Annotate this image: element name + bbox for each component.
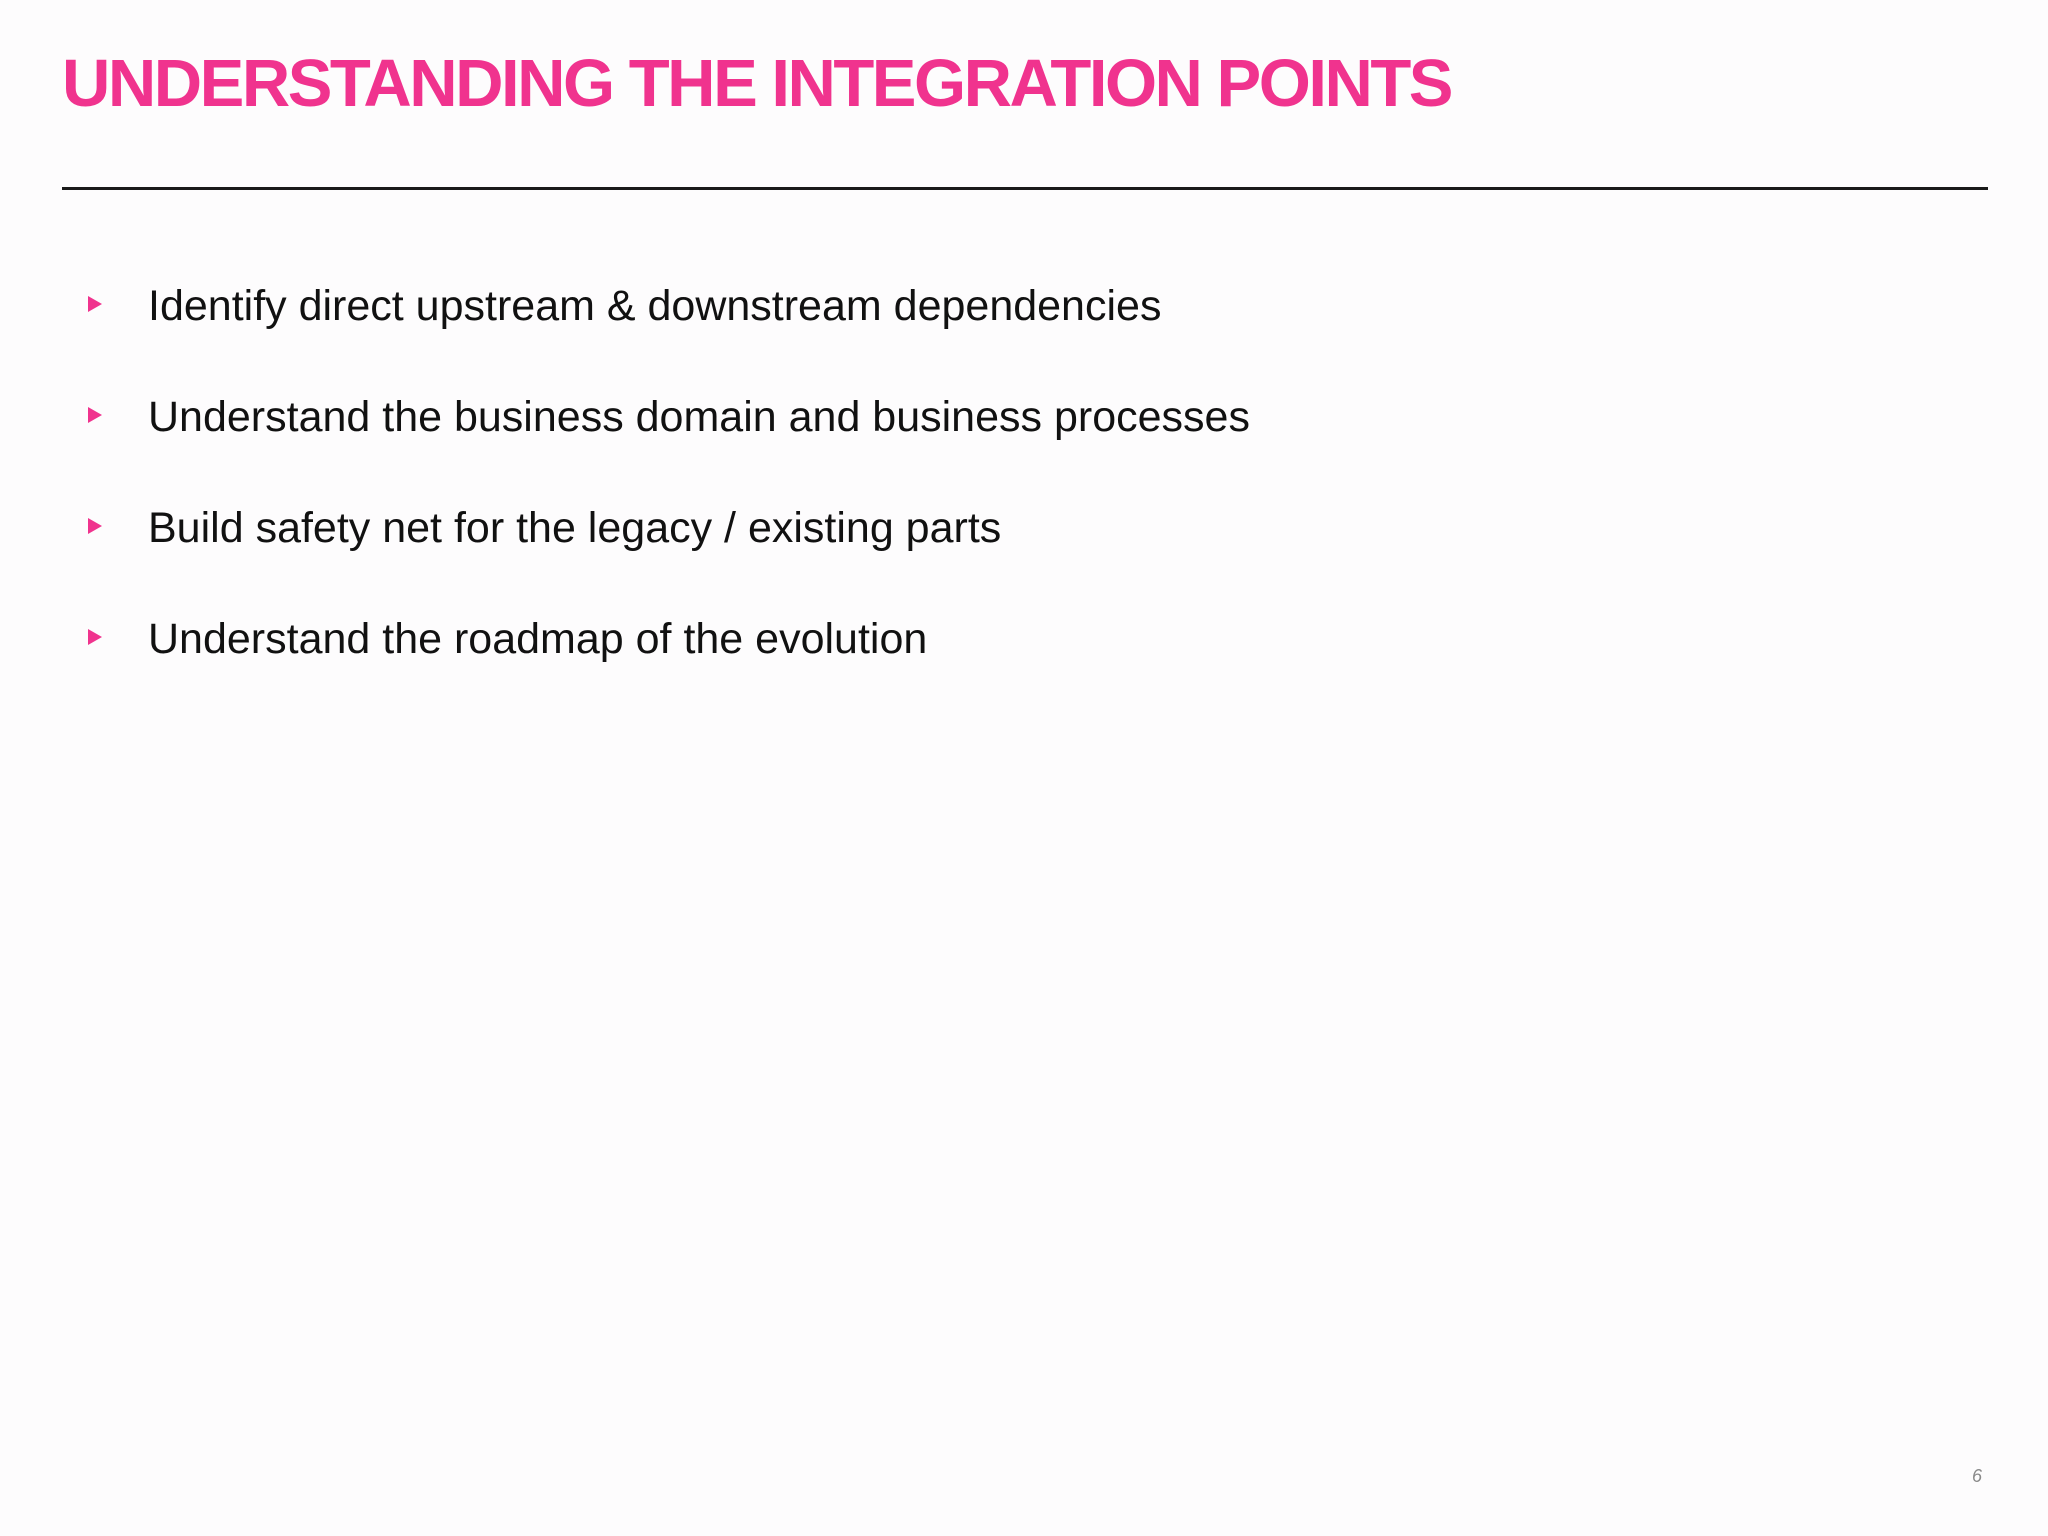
bullet-text: Build safety net for the legacy / existing parts bbox=[148, 504, 1002, 552]
page-number: 6 bbox=[1971, 1466, 1982, 1486]
bullet-text: Identify direct upstream & downstream dependencies bbox=[148, 282, 1162, 330]
bullet-text: Understand the roadmap of the evolution bbox=[148, 615, 928, 663]
triangle-right-icon bbox=[88, 296, 102, 312]
title-divider bbox=[62, 187, 1988, 190]
bullet-text: Understand the business domain and business processes bbox=[148, 393, 1250, 441]
triangle-right-icon bbox=[88, 518, 102, 534]
slide-title: UNDERSTANDING THE INTEGRATION POINTS bbox=[62, 46, 1451, 121]
triangle-right-icon bbox=[88, 407, 102, 423]
triangle-right-icon bbox=[88, 629, 102, 645]
